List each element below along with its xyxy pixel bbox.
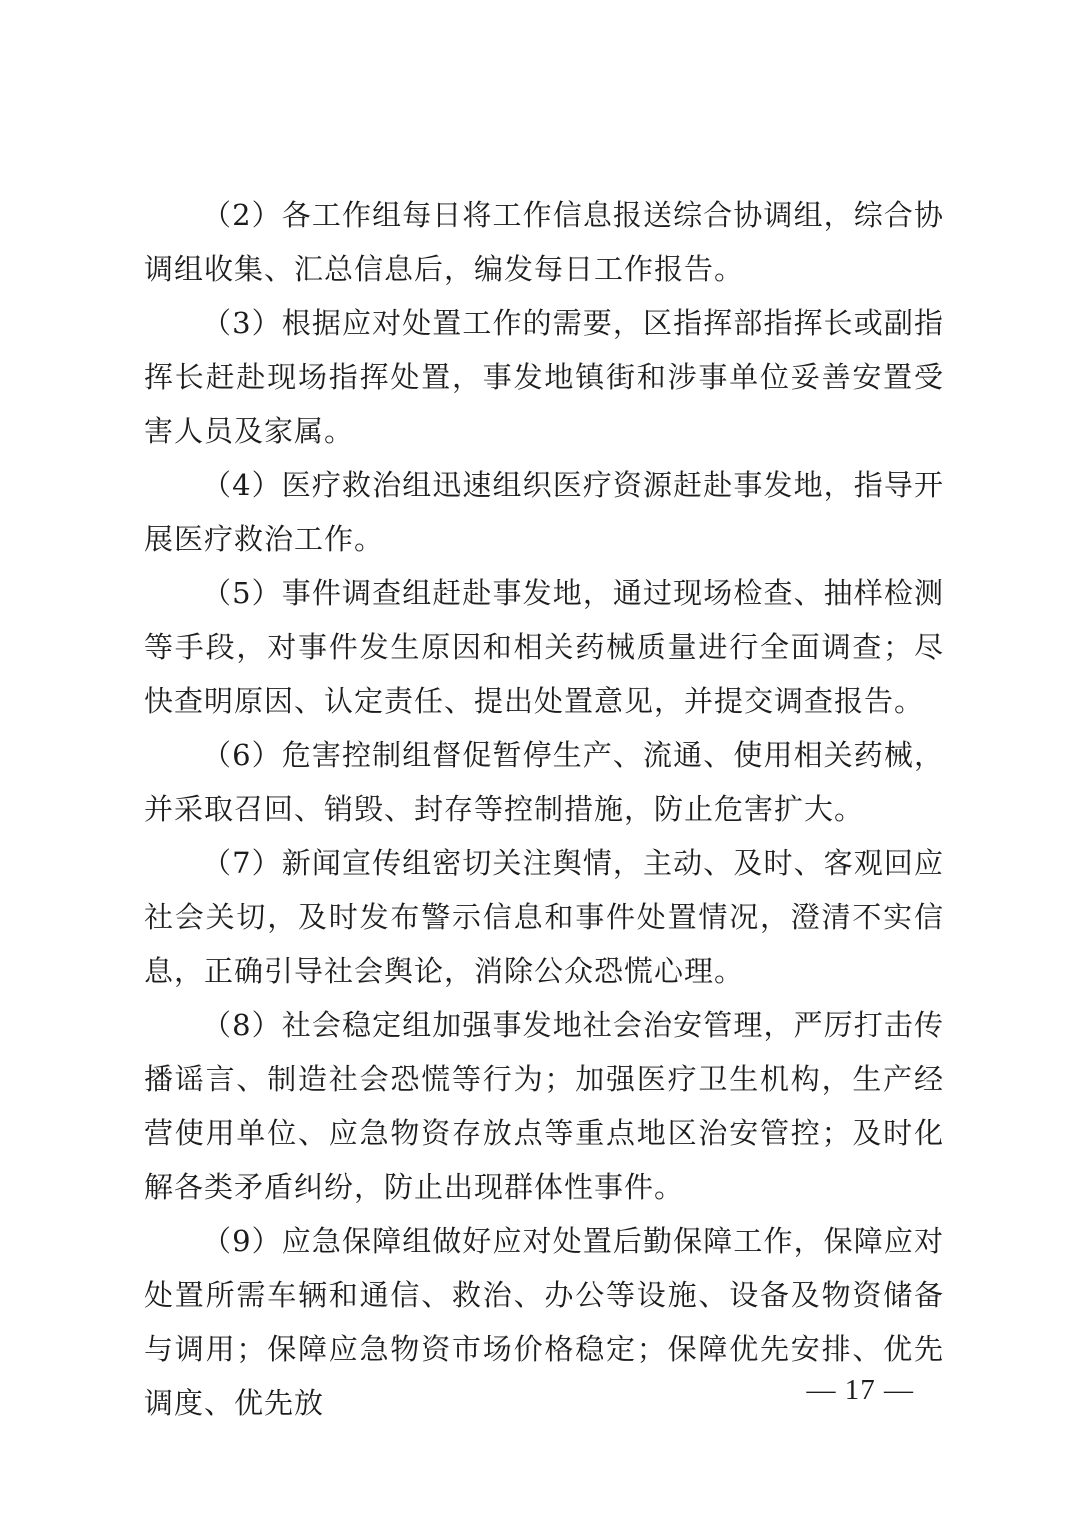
- paragraph-item-8: （8）社会稳定组加强事发地社会治安管理，严厉打击传播谣言、制造社会恐慌等行为；加强医疗卫生机构，生产经营使用单位、应急物资存放点等重点地区治安管控；及时化解各类矛盾纠纷，防止出现群体性事件。: [144, 1008, 944, 1204]
- paragraph-item-4: （4）医疗救治组迅速组织医疗资源赶赴事发地，指导开展医疗救治工作。: [144, 468, 944, 556]
- paragraph-item-6: （6）危害控制组督促暂停生产、流通、使用相关药械，并采取召回、销毁、封存等控制措施，防止危害扩大。: [144, 738, 944, 826]
- page-number: — 17 —: [806, 1374, 914, 1406]
- paragraph-item-9: （9）应急保障组做好应对处置后勤保障工作，保障应对处置所需车辆和通信、救治、办公等设施、设备及物资储备与调用；保障应急物资市场价格稳定；保障优先安排、优先调度、优先放: [144, 1224, 944, 1420]
- paragraph-item-5: （5）事件调查组赶赴事发地，通过现场检查、抽样检测等手段，对事件发生原因和相关药械质量进行全面调查；尽快查明原因、认定责任、提出处置意见，并提交调查报告。: [144, 576, 944, 718]
- paragraph-item-3: （3）根据应对处置工作的需要，区指挥部指挥长或副指挥长赶赴现场指挥处置，事发地镇街和涉事单位妥善安置受害人员及家属。: [144, 306, 944, 448]
- document-body: [144, 188, 944, 1430]
- paragraph-item-7: （7）新闻宣传组密切关注舆情，主动、及时、客观回应社会关切，及时发布警示信息和事件处置情况，澄清不实信息，正确引导社会舆论，消除公众恐慌心理。: [144, 846, 944, 988]
- paragraph-item-2: （2）各工作组每日将工作信息报送综合协调组，综合协调组收集、汇总信息后，编发每日工作报告。: [144, 198, 944, 286]
